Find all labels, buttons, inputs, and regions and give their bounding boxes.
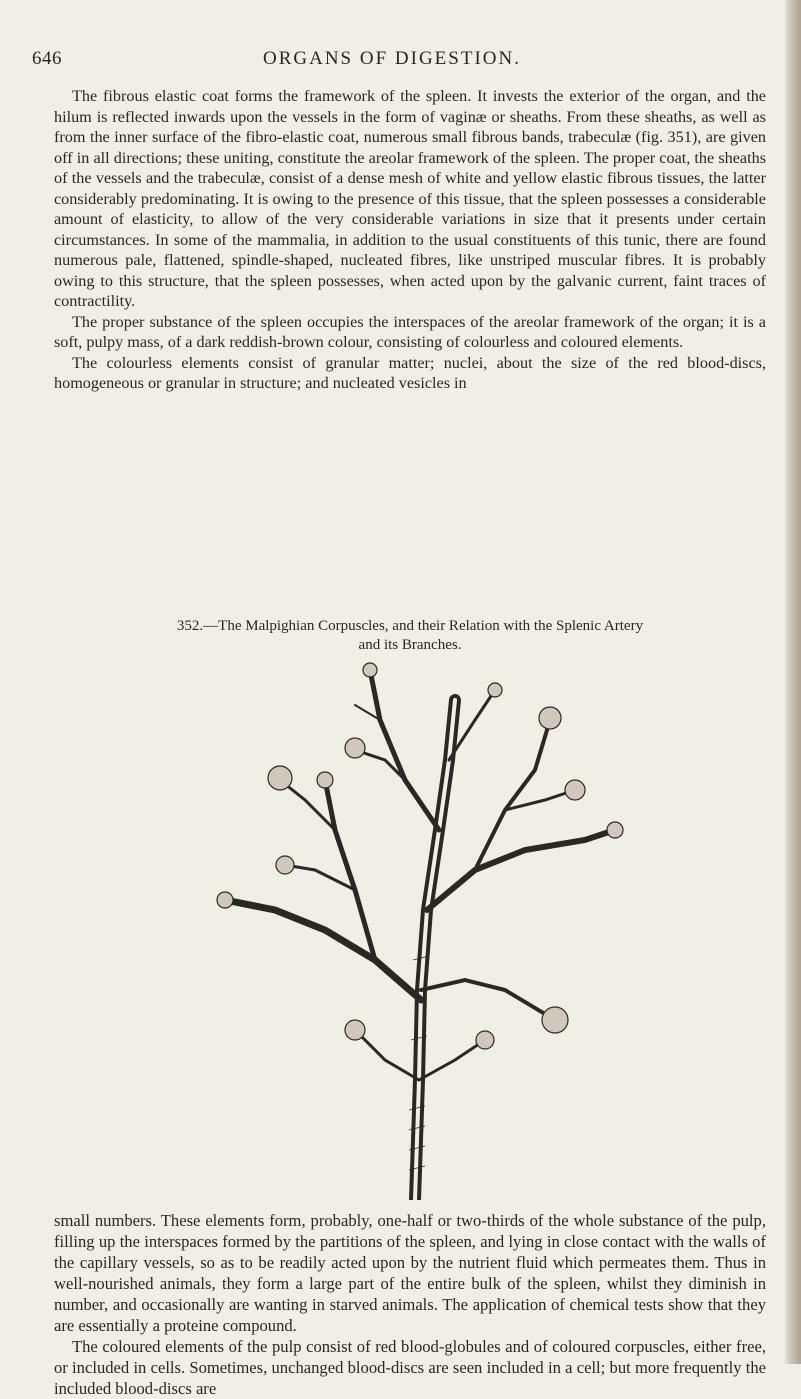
- caption-line: and its Branches.: [358, 637, 462, 653]
- page-edge: [785, 0, 801, 1364]
- body-text-top: [54, 86, 766, 394]
- splenic-artery-illustration: [205, 660, 625, 1200]
- paragraph: The colourless elements consist of granular matter; nuclei, about the size of the red blood-discs, homogeneous or granular in structure; and nucleated vesicles in: [54, 353, 766, 392]
- running-header: [32, 48, 752, 76]
- paragraph: The proper substance of the spleen occupies the interspaces of the areolar framework of the organ; it is a soft, pulpy mass, of a dark reddish-brown colour, consisting of colourless and coloured elements.: [54, 312, 766, 351]
- figure-caption: [80, 617, 740, 655]
- running-title: ORGANS OF DIGESTION.: [263, 48, 521, 69]
- paragraph: The fibrous elastic coat forms the framework of the spleen. It invests the exterior of the organ, and the hilum is reflected inwards upon the vessels in the form of vaginæ or sheaths. From these sheaths, as well as from the inner surface of the fibro-elastic coat, numerous small fibrous bands, trabeculæ (fig. 351), are given off in all directions; these uniting, constitute the areolar framework of the spleen. The proper coat, the sheaths of the vessels and the trabeculæ, consist of a dense mesh of white and yellow elastic fibrous tissues, the latter considerably predominating. It is owing to the presence of this tissue, that the spleen possesses a considerable amount of elasticity, to allow of the very considerable variations in size that it presents under certain circumstances. In some of the mammalia, in addition to the usual constituents of this tunic, there are found numerous pale, flattened, spindle-shaped, nucleated fibres, like unstriped muscular fibres. It is probably owing to this structure, that the spleen possesses, when acted upon by the galvanic current, faint traces of contractility.: [54, 87, 766, 310]
- page-number: 646: [32, 48, 62, 69]
- paragraph: small numbers. These elements form, probably, one-half or two-thirds of the whole substance of the pulp, filling up the interspaces formed by the partitions of the spleen, and lying in close contact with the walls of the capillary vessels, so as to be readily acted upon by the nutrient fluid which permeates them. Thus in well-nourished animals, they form a large part of the entire bulk of the spleen, whilst they diminish in number, and occasionally are wanting in starved animals. The application of chemical tests show that they are essentially a proteine compound.: [54, 1211, 766, 1335]
- body-text-bottom: [54, 1210, 766, 1399]
- caption-line: 352.—The Malpighian Corpuscles, and their Relation with the Splenic Artery: [176, 618, 644, 634]
- artery-drawing: [205, 660, 625, 1200]
- paragraph: The coloured elements of the pulp consist of red blood-globules and of coloured corpuscles, either free, or included in cells. Sometimes, unchanged blood-discs are seen included in a cell; but more frequently the included blood-discs are: [54, 1337, 766, 1398]
